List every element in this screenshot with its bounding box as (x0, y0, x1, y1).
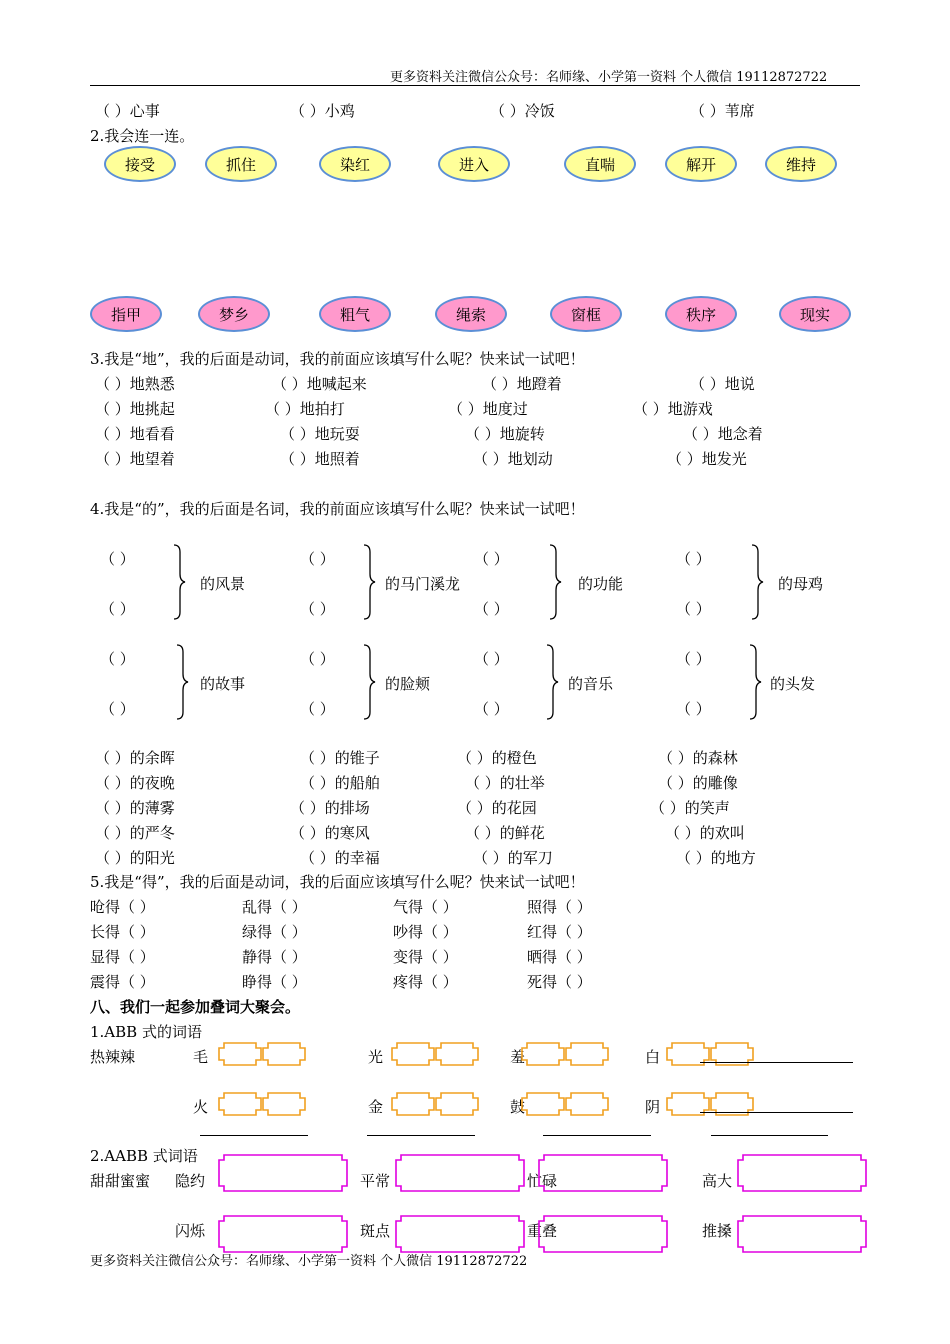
abb-prefix: 火 (193, 1098, 209, 1116)
blank-item[interactable]: 乱得（ ） (242, 898, 307, 916)
aabb-answer-box[interactable] (538, 1215, 668, 1253)
match-word-bottom[interactable]: 绳索 (435, 296, 507, 332)
blank-item[interactable]: （ ）的严冬 (95, 824, 175, 842)
blank-item[interactable]: 显得（ ） (90, 948, 155, 966)
aabb-prefix: 闪烁 (175, 1222, 206, 1240)
blank-item[interactable]: 长得（ ） (90, 923, 155, 941)
blank-paren[interactable]: （ ） (676, 700, 711, 718)
blank-item[interactable]: （ ）地照着 (280, 450, 360, 468)
abb-answer-box[interactable] (435, 1042, 479, 1066)
section-5-title: 5.我是“得”，我的后面是动词，我的后面应该填写什么呢？快来试一试吧！ (90, 873, 585, 891)
section-8-title: 八、我们一起参加叠词大聚会。 (90, 998, 301, 1016)
blank-item[interactable]: （ ）的船舶 (300, 774, 380, 792)
blank-item[interactable]: （ ）心事 (95, 102, 160, 120)
blank-item[interactable]: 疼得（ ） (393, 973, 458, 991)
abb-answer-box[interactable] (521, 1042, 565, 1066)
abb-title: 1.ABB 式的词语 (90, 1023, 202, 1041)
abb-prefix: 阴 (645, 1098, 661, 1116)
match-word-top[interactable]: 解开 (665, 146, 737, 182)
curly-brace-icon (750, 544, 764, 620)
blank-item[interactable]: 变得（ ） (393, 948, 458, 966)
abb-answer-box[interactable] (391, 1092, 435, 1116)
blank-item[interactable]: （ ）苇席 (690, 102, 755, 120)
curly-brace-icon (748, 644, 762, 720)
abb-answer-box[interactable] (218, 1092, 262, 1116)
blank-paren[interactable]: （ ） (300, 550, 335, 568)
curly-brace-icon (545, 644, 559, 720)
aabb-prefix: 重叠 (527, 1222, 558, 1240)
blank-paren[interactable]: （ ） (300, 650, 335, 668)
aabb-answer-box[interactable] (218, 1215, 348, 1253)
curly-brace-icon (362, 644, 376, 720)
blank-paren[interactable]: （ ） (100, 650, 135, 668)
abb-answer-box[interactable] (391, 1042, 435, 1066)
abb-prefix: 鼓 (510, 1098, 526, 1116)
blank-item[interactable]: （ ）的军刀 (473, 849, 553, 867)
noun-label: 的马门溪龙 (385, 575, 461, 593)
match-word-top[interactable]: 维持 (765, 146, 837, 182)
noun-label: 的故事 (200, 675, 246, 693)
answer-underline (543, 1135, 651, 1136)
blank-paren[interactable]: （ ） (100, 700, 135, 718)
aabb-prefix: 高大 (702, 1172, 733, 1190)
blank-item[interactable]: （ ）地说 (690, 375, 755, 393)
abb-answer-box[interactable] (521, 1092, 565, 1116)
answer-underline (200, 1135, 308, 1136)
blank-item[interactable]: （ ）的地方 (676, 849, 756, 867)
blank-item[interactable]: （ ）地度过 (448, 400, 528, 418)
blank-paren[interactable]: （ ） (676, 550, 711, 568)
blank-item[interactable]: 睁得（ ） (242, 973, 307, 991)
curly-brace-icon (548, 544, 562, 620)
abb-prefix: 光 (368, 1048, 384, 1066)
blank-item[interactable]: （ ）的排场 (290, 799, 370, 817)
answer-underline (700, 1062, 853, 1063)
aabb-answer-box[interactable] (737, 1215, 867, 1253)
blank-item[interactable]: 吵得（ ） (393, 923, 458, 941)
abb-example: 热辣辣 (90, 1048, 136, 1066)
aabb-answer-box[interactable] (538, 1154, 668, 1192)
page-header: 更多资料关注微信公众号：名师缘、小学第一资料 个人微信 19112872722 (390, 70, 828, 85)
blank-item[interactable]: （ ）地蹬着 (482, 375, 562, 393)
blank-item[interactable]: 气得（ ） (393, 898, 458, 916)
aabb-answer-box[interactable] (737, 1154, 867, 1192)
abb-answer-box[interactable] (435, 1092, 479, 1116)
abb-answer-box[interactable] (262, 1092, 306, 1116)
blank-paren[interactable]: （ ） (676, 650, 711, 668)
blank-item[interactable]: 晒得（ ） (527, 948, 592, 966)
blank-item[interactable]: （ ）地游戏 (633, 400, 713, 418)
blank-item[interactable]: 静得（ ） (242, 948, 307, 966)
abb-answer-box[interactable] (218, 1042, 262, 1066)
match-word-top[interactable]: 接受 (104, 146, 176, 182)
blank-item[interactable]: （ ）地喊起来 (272, 375, 367, 393)
curly-brace-icon (175, 644, 189, 720)
blank-item[interactable]: （ ）的壮举 (465, 774, 545, 792)
blank-item[interactable]: （ ）地拍打 (265, 400, 345, 418)
blank-item[interactable]: （ ）的鲜花 (465, 824, 545, 842)
blank-item[interactable]: （ ）地看看 (95, 425, 175, 443)
blank-paren[interactable]: （ ） (300, 700, 335, 718)
aabb-example: 甜甜蜜蜜 (90, 1172, 151, 1190)
blank-item[interactable]: （ ）的笑声 (650, 799, 730, 817)
blank-item[interactable]: （ ）冷饭 (490, 102, 555, 120)
blank-item[interactable]: 绿得（ ） (242, 923, 307, 941)
section-3-title: 3.我是“地”，我的后面是动词，我的前面应该填写什么呢？快来试一试吧！ (90, 350, 585, 368)
aabb-prefix: 平常 (360, 1172, 391, 1190)
noun-label: 的头发 (770, 675, 816, 693)
blank-paren[interactable]: （ ） (474, 550, 509, 568)
blank-item[interactable]: 呛得（ ） (90, 898, 155, 916)
blank-item[interactable]: （ ）的寒风 (290, 824, 370, 842)
blank-item[interactable]: （ ）的雕像 (658, 774, 738, 792)
match-word-top[interactable]: 抓住 (205, 146, 277, 182)
blank-item[interactable]: （ ）的幸福 (300, 849, 380, 867)
blank-item[interactable]: （ ）小鸡 (290, 102, 355, 120)
match-word-bottom[interactable]: 现实 (779, 296, 851, 332)
blank-item[interactable]: （ ）地挑起 (95, 400, 175, 418)
aabb-title: 2.AABB 式词语 (90, 1147, 198, 1165)
abb-prefix: 白 (645, 1048, 661, 1066)
blank-item[interactable]: （ ）的花园 (457, 799, 537, 817)
blank-item[interactable]: （ ）地发光 (667, 450, 747, 468)
blank-item[interactable]: （ ）的薄雾 (95, 799, 175, 817)
blank-item[interactable]: （ ）地望着 (95, 450, 175, 468)
blank-paren[interactable]: （ ） (100, 600, 135, 618)
blank-item[interactable]: 照得（ ） (527, 898, 592, 916)
noun-label: 的音乐 (568, 675, 614, 693)
answer-underline (711, 1135, 828, 1136)
noun-label: 的脸颊 (385, 675, 431, 693)
abb-prefix: 金 (368, 1098, 384, 1116)
blank-paren[interactable]: （ ） (676, 600, 711, 618)
aabb-answer-box[interactable] (395, 1215, 525, 1253)
section-4-title: 4.我是“的”，我的后面是名词，我的前面应该填写什么呢？快来试一试吧！ (90, 500, 585, 518)
aabb-answer-box[interactable] (218, 1154, 348, 1192)
match-word-bottom[interactable]: 指甲 (90, 296, 162, 332)
blank-item[interactable]: （ ）地划动 (473, 450, 553, 468)
blank-item[interactable]: （ ）的森林 (658, 749, 738, 767)
match-word-bottom[interactable]: 梦乡 (198, 296, 270, 332)
curly-brace-icon (172, 544, 186, 620)
answer-underline (367, 1135, 475, 1136)
match-word-top[interactable]: 染红 (319, 146, 391, 182)
blank-item[interactable]: 震得（ ） (90, 973, 155, 991)
blank-item[interactable]: （ ）的橙色 (457, 749, 537, 767)
blank-paren[interactable]: （ ） (474, 700, 509, 718)
blank-item[interactable]: （ ）地念着 (683, 425, 763, 443)
noun-label: 的母鸡 (778, 575, 824, 593)
blank-item[interactable]: （ ）的锥子 (300, 749, 380, 767)
noun-label: 的功能 (578, 575, 624, 593)
match-word-bottom[interactable]: 秩序 (665, 296, 737, 332)
abb-prefix: 羞 (510, 1048, 526, 1066)
blank-item[interactable]: 死得（ ） (527, 973, 592, 991)
blank-item[interactable]: （ ）的阳光 (95, 849, 175, 867)
aabb-prefix: 隐约 (175, 1172, 206, 1190)
blank-item[interactable]: （ ）的夜晚 (95, 774, 175, 792)
blank-item[interactable]: （ ）的余晖 (95, 749, 175, 767)
blank-paren[interactable]: （ ） (474, 600, 509, 618)
aabb-prefix: 忙碌 (527, 1172, 558, 1190)
match-word-top[interactable]: 进入 (438, 146, 510, 182)
blank-item[interactable]: （ ）的欢叫 (665, 824, 745, 842)
blank-paren[interactable]: （ ） (100, 550, 135, 568)
blank-item[interactable]: （ ）地旋转 (465, 425, 545, 443)
abb-prefix: 毛 (193, 1048, 209, 1066)
answer-underline (700, 1112, 853, 1113)
blank-item[interactable]: 红得（ ） (527, 923, 592, 941)
noun-label: 的风景 (200, 575, 246, 593)
blank-paren[interactable]: （ ） (474, 650, 509, 668)
aabb-answer-box[interactable] (395, 1154, 525, 1192)
blank-item[interactable]: （ ）地熟悉 (95, 375, 175, 393)
match-word-top[interactable]: 直喘 (564, 146, 636, 182)
aabb-prefix: 推搡 (702, 1222, 733, 1240)
page-footer: 更多资料关注微信公众号：名师缘、小学第一资料 个人微信 19112872722 (90, 1254, 528, 1269)
match-word-bottom[interactable]: 粗气 (319, 296, 391, 332)
aabb-prefix: 斑点 (360, 1222, 391, 1240)
section-2-title: 2.我会连一连。 (90, 127, 195, 145)
blank-paren[interactable]: （ ） (300, 600, 335, 618)
abb-answer-box[interactable] (565, 1092, 609, 1116)
blank-item[interactable]: （ ）地玩耍 (280, 425, 360, 443)
abb-answer-box[interactable] (262, 1042, 306, 1066)
abb-answer-box[interactable] (565, 1042, 609, 1066)
match-word-bottom[interactable]: 窗框 (550, 296, 622, 332)
curly-brace-icon (362, 544, 376, 620)
header-rule (90, 85, 860, 86)
